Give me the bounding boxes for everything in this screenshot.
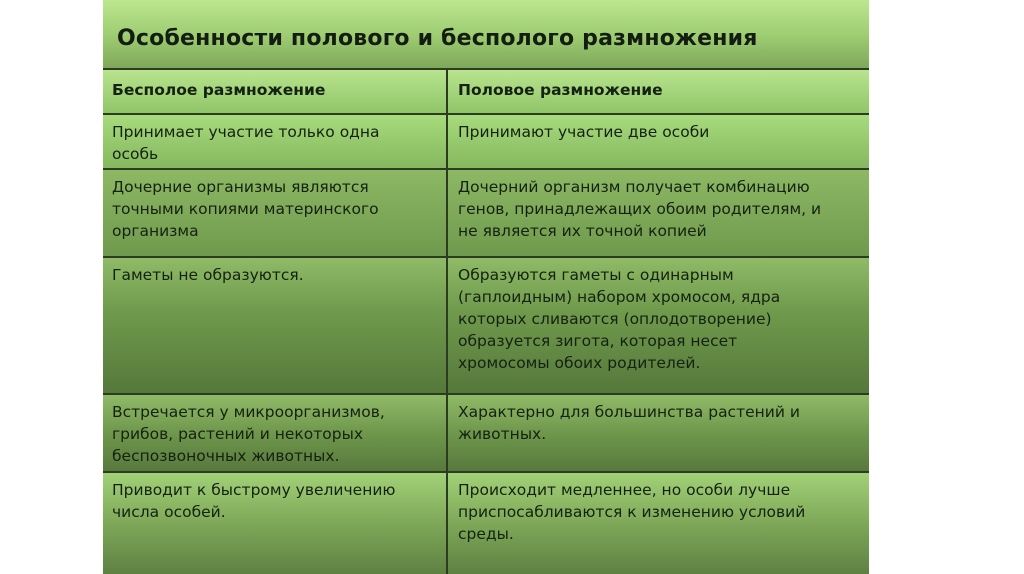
cell-line: (гаплоидным) набором хромосом, ядра — [458, 288, 781, 306]
table-header-row — [103, 68, 869, 113]
asexual-cell — [103, 395, 446, 471]
asexual-cell — [103, 170, 446, 256]
cell-line: особь — [112, 145, 159, 163]
cell-line: Характерно для большинства растений и — [458, 403, 800, 421]
table-row-2 — [103, 168, 869, 256]
header-sexual: Половое размножение — [446, 70, 869, 113]
sexual-cell — [446, 115, 869, 168]
asexual-cell — [103, 473, 446, 574]
cell-line: Образуются гаметы с одинарным — [458, 266, 734, 284]
cell-line: животных. — [458, 425, 547, 443]
title-band — [103, 0, 869, 68]
table-row-4 — [103, 393, 869, 471]
cell-line: генов, принадлежащих обоим родителям, и — [458, 200, 822, 218]
asexual-cell — [103, 115, 446, 168]
asexual-cell — [103, 258, 446, 393]
cell-line: образуется зигота, которая несет — [458, 332, 738, 350]
slide-title: Особенности полового и бесполого размножения — [117, 26, 758, 51]
cell-line: числа особей. — [112, 503, 226, 521]
cell-line: грибов, растений и некоторых — [112, 425, 363, 443]
cell-line: Принимают участие две особи — [458, 123, 710, 141]
cell-line: не является их точной копией — [458, 222, 707, 240]
cell-line: приспосабливаются к изменению условий — [458, 503, 806, 521]
sexual-cell — [446, 395, 869, 471]
cell-line: беспозвоночных животных. — [112, 447, 340, 465]
sexual-cell — [446, 258, 869, 393]
cell-line: точными копиями материнского — [112, 200, 379, 218]
cell-line: Происходит медленнее, но особи лучше — [458, 481, 791, 499]
cell-line: Принимает участие только одна — [112, 123, 380, 141]
header-asexual: Бесполое размножение — [112, 81, 326, 99]
cell-line: Гаметы не образуются. — [112, 266, 304, 284]
table-row-3 — [103, 256, 869, 393]
cell-line: Дочерний организм получает комбинацию — [458, 178, 810, 196]
cell-line: которых сливаются (оплодотворение) — [458, 310, 772, 328]
sexual-cell — [446, 473, 869, 574]
cell-line: хромосомы обоих родителей. — [458, 354, 701, 372]
cell-line: Встречается у микроорганизмов, — [112, 403, 385, 421]
table-row-1 — [103, 113, 869, 168]
cell-line: организма — [112, 222, 199, 240]
cell-line: среды. — [458, 525, 514, 543]
slide — [103, 0, 869, 574]
cell-line: Приводит к быстрому увеличению — [112, 481, 396, 499]
cell-line: Дочерние организмы являются — [112, 178, 369, 196]
sexual-cell — [446, 170, 869, 256]
table-row-5 — [103, 471, 869, 574]
